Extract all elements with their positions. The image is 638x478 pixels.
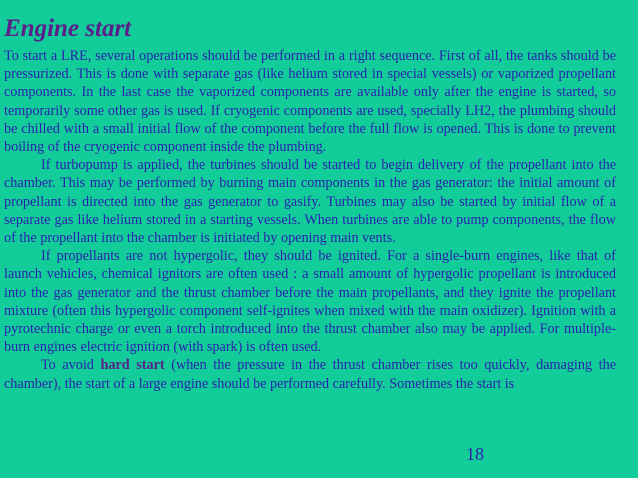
paragraph-pressurization: To start a LRE, several operations should be performed in a right sequence. First of all, the tanks should be pressurized. This is done with separate gas (like helium stored in special vessels) or vaporized propellant components. In the last case the vaporized components are available only after the engine is started, so temporarily some other gas is used. If cryogenic components are used, specially LH2, the plumbing should be chilled with a small initial flow of the component before the full flow is opened. This is done to prevent boiling of the cryogenic component inside the plumbing. (4, 48, 616, 156)
hard-start-before: To avoid (41, 357, 101, 374)
slide-body (4, 47, 616, 393)
paragraph-hard-start (4, 356, 616, 392)
slide-title: Engine start (4, 15, 132, 42)
hard-start-after: (when the pressure in the thrust chamber rises too quickly, damaging the chamber), the start of a large engine should be performed carefully. Sometimes the start is (4, 357, 616, 392)
page-number: 18 (466, 444, 484, 464)
hard-start-term: hard start (100, 357, 165, 374)
paragraph-ignition: If propellants are not hypergolic, they should be ignited. For a single-burn engines, like that of launch vehicles, chemical ignitors are often used : a small amount of hypergolic propellant is introduced into the gas generator and the thrust chamber before the main propellants, and they ignite the propellant mixture (often this hypergolic component self-ignites when mixed with the main oxidizer). Ignition with a pyrotechnic charge or even a torch introduced into the thrust chamber also may be applied. For multiple-burn engines electric ignition (with spark) is often used. (4, 248, 616, 356)
paragraph-turbopump: If turbopump is applied, the turbines should be started to begin delivery of the propellant into the chamber. This may be performed by burning main components in the gas generator: the initial amount of propellant is directed into the gas generator to gasify. Turbines may also be started by initial flow of a separate gas like helium stored in a starting vessels. When turbines are able to pump components, the flow of the propellant into the chamber is initiated by opening main vents. (4, 157, 616, 247)
